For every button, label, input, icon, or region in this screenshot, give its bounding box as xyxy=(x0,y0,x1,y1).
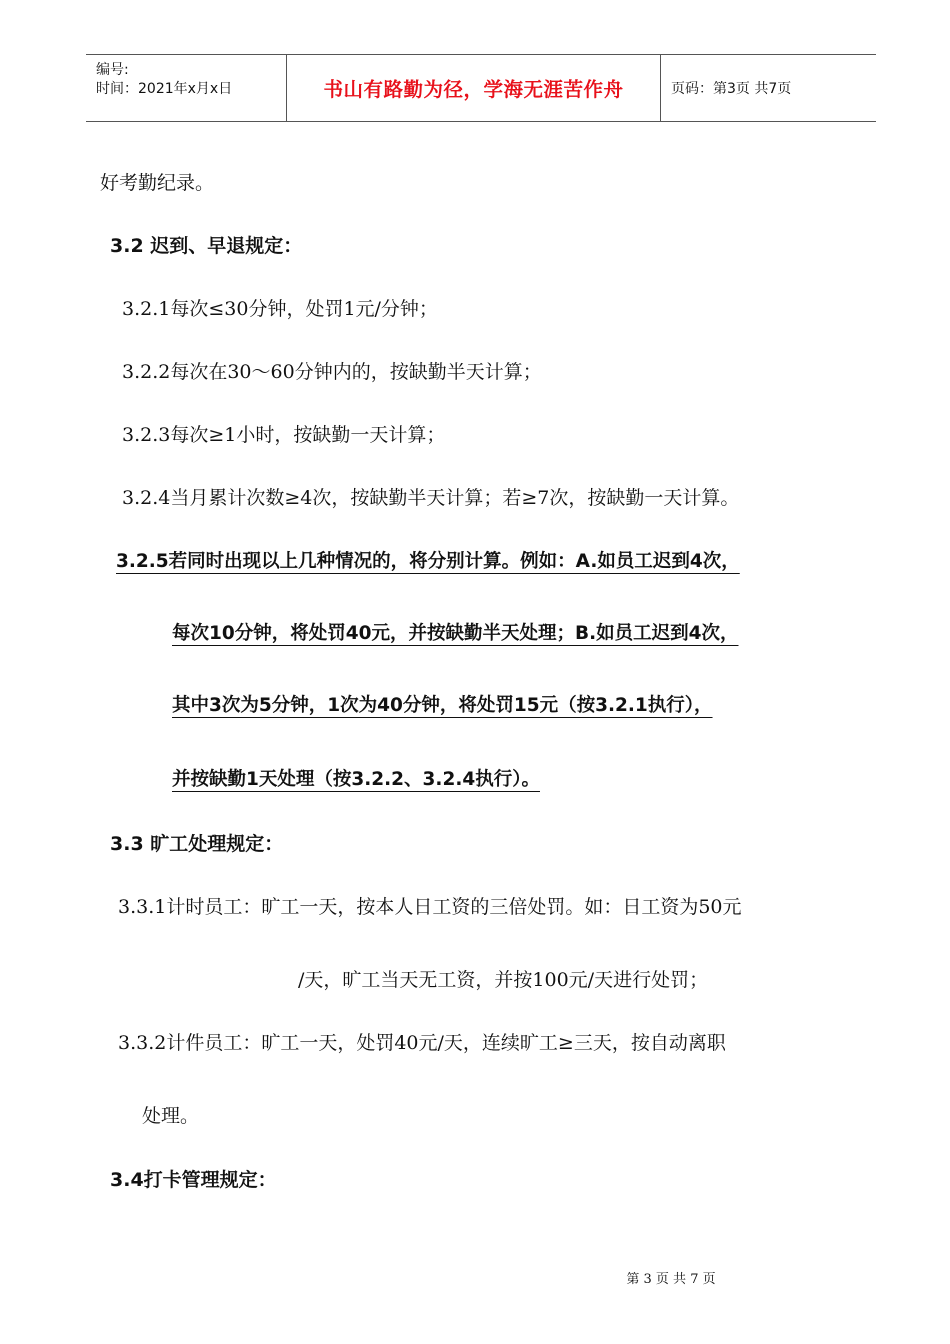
clause-3-2-2: 3.2.2每次在30～60分钟内的，按缺勤半天计算； xyxy=(122,361,542,383)
number-label: 编号: xyxy=(96,62,129,78)
clause-3-3-1: 3.3.1计时员工：旷工一天，按本人日工资的三倍处罚。如：日工资为50元 xyxy=(118,896,742,918)
clause-3-2-5-cont-2: 其中3次为5分钟，1次为40分钟，将处罚15元（按3.2.1执行）， xyxy=(172,695,713,716)
clause-3-3-2-cont: 处理。 xyxy=(142,1105,200,1127)
paragraph-line: 好考勤纪录。 xyxy=(100,172,215,194)
footer-page-number: 第 3 页 共 7 页 xyxy=(626,1272,716,1287)
clause-3-3-2: 3.3.2计件员工：旷工一天，处罚40元/天，连续旷工≥三天，按自动离职 xyxy=(118,1032,726,1054)
clause-3-2-5-cont-1: 每次10分钟，将处罚40元，并按缺勤半天处理；B.如员工迟到4次， xyxy=(172,623,739,644)
clause-3-2-1: 3.2.1每次≤30分钟，处罚1元/分钟； xyxy=(122,298,438,320)
clause-3-2-4: 3.2.4当月累计次数≥4次，按缺勤半天计算；若≥7次，按缺勤一天计算。 xyxy=(122,487,740,509)
section-heading-3-3: 3.3 旷工处理规定： xyxy=(110,833,284,855)
header-page-cell xyxy=(661,55,876,121)
clause-3-2-5: 3.2.5若同时出现以上几种情况的，将分别计算。例如：A.如员工迟到4次， xyxy=(116,551,740,572)
clause-3-2-3: 3.2.3每次≥1小时，按缺勤一天计算； xyxy=(122,424,446,446)
time-label: 时间：2021年x月x日 xyxy=(96,81,233,97)
page-number-label: 页码：第3页 共7页 xyxy=(671,81,792,97)
clause-3-3-1-cont: /天，旷工当天无工资，并按100元/天进行处罚； xyxy=(298,969,709,991)
header-meta-cell xyxy=(86,55,287,121)
clause-3-2-5-cont-3: 并按缺勤1天处理（按3.2.2、3.2.4执行）。 xyxy=(172,769,540,790)
document-header xyxy=(86,54,876,122)
section-heading-3-2: 3.2 迟到、早退规定： xyxy=(110,235,303,257)
section-heading-3-4: 3.4打卡管理规定： xyxy=(110,1169,277,1191)
header-motto-cell xyxy=(287,55,661,121)
page-footer xyxy=(0,1268,950,1287)
motto-text: 书山有路勤为径，学海无涯苦作舟 xyxy=(323,78,624,101)
